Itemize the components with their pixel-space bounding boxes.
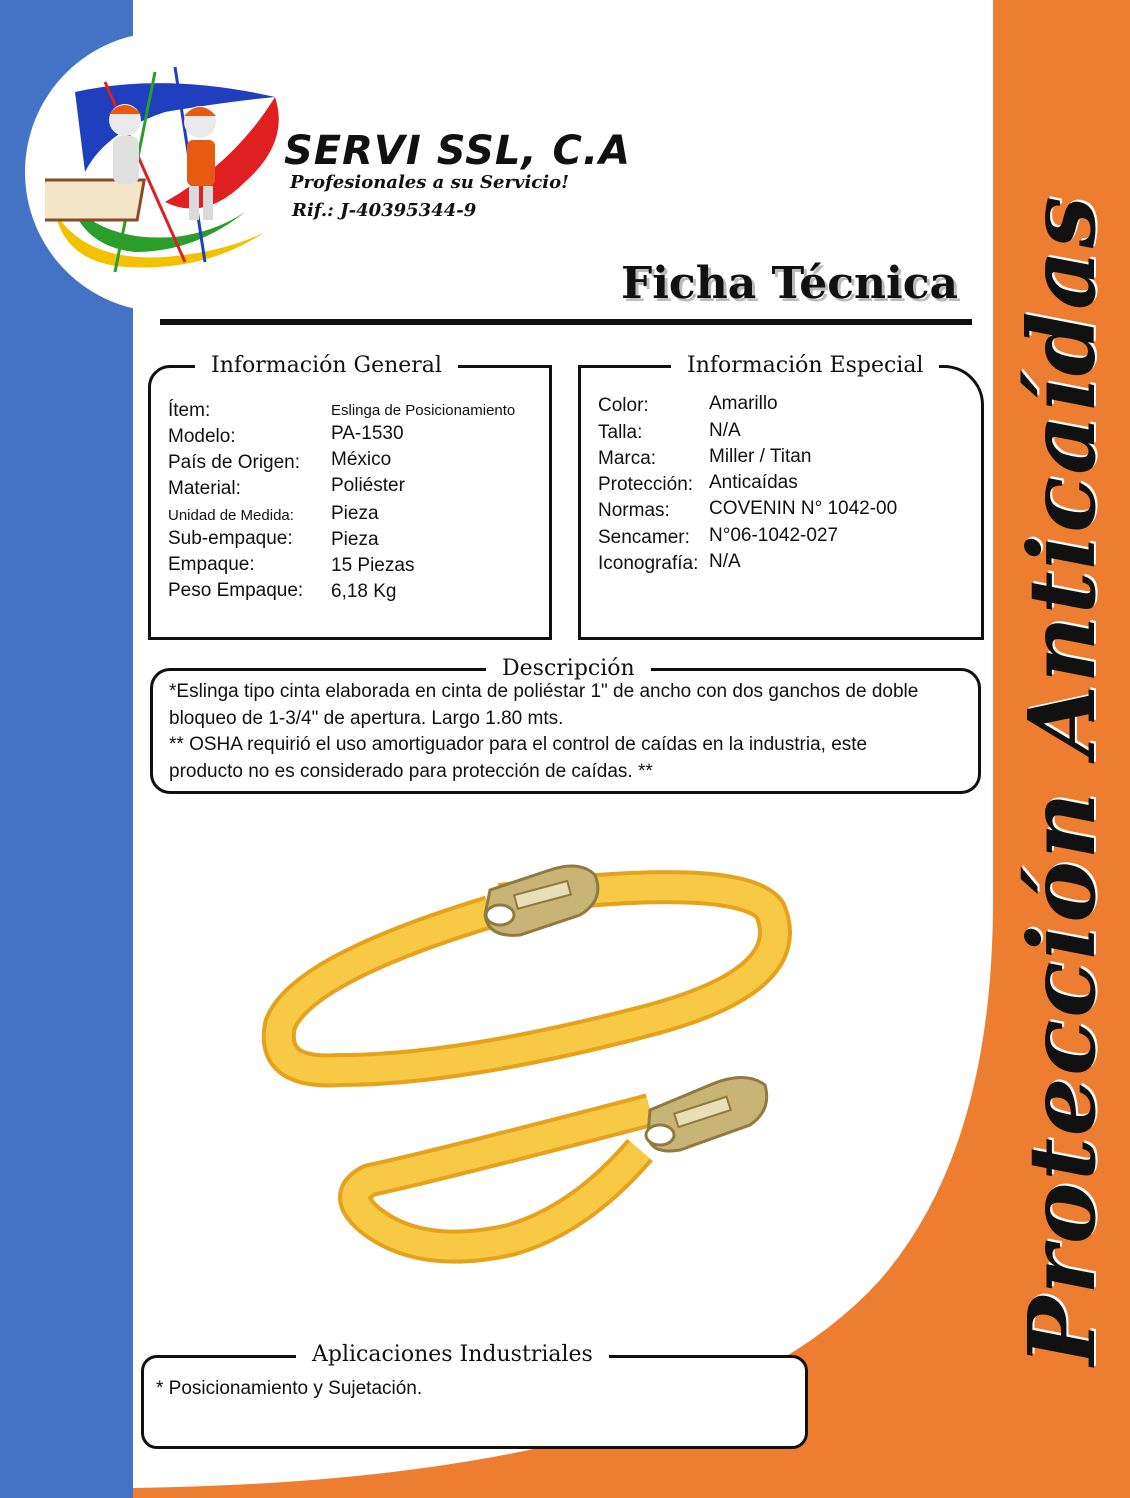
page-title: Ficha Técnica <box>620 258 958 309</box>
description-box <box>150 656 981 794</box>
general-info-label: Información General <box>195 352 458 380</box>
special-value: COVENIN N° 1042-00 <box>709 498 898 519</box>
special-info-box <box>578 353 984 640</box>
applications-text: * Posicionamiento y Sujetación. <box>156 1378 423 1399</box>
description-line: bloqueo de 1-3/4" de apertura. Largo 1.80 mts. <box>169 707 564 729</box>
special-value: N°06-1042-027 <box>709 525 839 546</box>
side-title: Protección Anticaídas <box>1008 194 1116 1366</box>
general-value: Pieza <box>331 503 379 524</box>
snap-hook-bottom <box>646 1078 767 1152</box>
title-divider <box>160 319 972 325</box>
general-key: Sub-empaque: <box>168 528 293 549</box>
snap-hook-top <box>485 866 598 935</box>
general-key: Empaque: <box>168 554 255 575</box>
applications-box <box>141 1342 808 1449</box>
general-value: 6,18 Kg <box>331 581 397 602</box>
general-value: 15 Piezas <box>331 555 415 576</box>
special-key: Iconografía: <box>598 553 699 574</box>
general-key: País de Origen: <box>168 452 301 473</box>
description-line: producto no es considerado para protección de caídas. ** <box>169 760 653 782</box>
special-value: N/A <box>709 420 741 441</box>
company-rif: Rif.: J-40395344-9 <box>292 200 477 221</box>
general-value: PA-1530 <box>331 423 404 444</box>
special-key: Color: <box>598 395 649 416</box>
general-value: Eslinga de Posicionamiento <box>331 402 516 419</box>
special-key: Protección: <box>598 474 694 495</box>
company-slogan: Profesionales a su Servicio! <box>290 172 569 193</box>
general-value: Pieza <box>331 529 379 550</box>
company-logo <box>45 62 290 277</box>
applications-label: Aplicaciones Industriales <box>296 1341 609 1369</box>
special-key: Talla: <box>598 422 643 443</box>
general-info-box <box>148 353 552 640</box>
general-key: Peso Empaque: <box>168 580 304 601</box>
special-key: Sencamer: <box>598 527 690 548</box>
general-value: Poliéster <box>331 475 405 496</box>
company-name: SERVI SSL, C.A <box>284 128 632 174</box>
general-key: Unidad de Medida: <box>168 507 294 524</box>
general-key: Modelo: <box>168 426 236 447</box>
general-key: Ítem: <box>168 400 211 421</box>
special-key: Normas: <box>598 500 670 521</box>
special-value: Miller / Titan <box>709 446 812 467</box>
special-value: N/A <box>709 551 741 572</box>
special-value: Anticaídas <box>709 472 798 493</box>
description-label: Descripción <box>486 655 651 683</box>
description-text <box>169 679 962 785</box>
special-key: Marca: <box>598 448 657 469</box>
description-line: *Eslinga tipo cinta elaborada en cinta de poliéstar 1" de ancho con dos ganchos de doble <box>169 681 919 702</box>
special-value: Amarillo <box>709 393 778 414</box>
lanyard-product-image <box>260 850 800 1270</box>
description-line: ** OSHA requirió el uso amortiguador para el control de caídas en la industria, este <box>169 734 868 755</box>
general-value: México <box>331 449 392 470</box>
special-info-label: Información Especial <box>671 352 939 380</box>
general-key: Material: <box>168 478 241 499</box>
